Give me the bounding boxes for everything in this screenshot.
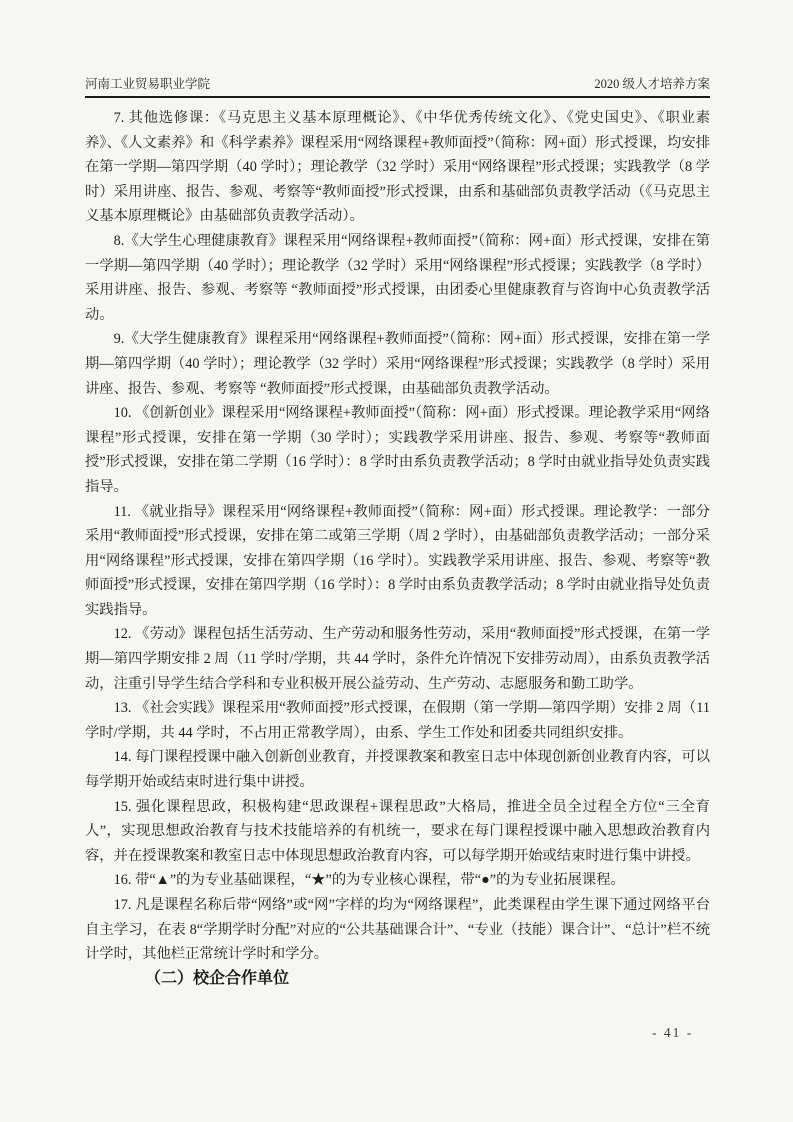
page-number: - 41 - xyxy=(652,1025,694,1040)
paragraph-12: 12. 《劳动》课程包括生活劳动、生产劳动和服务性劳动，采用“教师面授”形式授课，在第一学期—第四学期安排 2 周（11 学时/学期，共 44 学时，条件允许情况下安排劳动周），由系负责教学活动，注重引导学生结合学科和专业积极开展公益劳动、生产劳动、志愿服务和勤工助学。 xyxy=(85,626,710,692)
paragraph-9: 9.《大学生健康教育》课程采用“网络课程+教师面授”（简称：网+面）形式授课，安排在第一学期—第四学期（40 学时）；理论教学（32 学时）采用“网络课程”形式授课；实践教学（8 学时）采用讲座、报告、参观、考察等 “教师面授”形式授课，由基础部负责教学活动。 xyxy=(85,331,710,397)
paragraph-15: 15. 强化课程思政，积极构建“思政课程+课程思政”大格局，推进全员全过程全方位“三全育人”，实现思想政治教育与技术技能培养的有机统一，要求在每门课程授课中融入思想政治教育内容，并在授课教案和教室日志中体现思想政治教育内容，可以每学期开始或结束时进行集中讲授。 xyxy=(85,798,710,864)
paragraph-8: 8.《大学生心理健康教育》课程采用“网络课程+教师面授”（简称：网+面）形式授课，安排在第一学期—第四学期（40 学时）；理论教学（32 学时）采用“网络课程”形式授课；实践教学（8 学时）采用讲座、报告、参观、考察等 “教师面授”形式授课，由团委心里健康教育与咨询中心负责教学活动。 xyxy=(85,232,710,323)
paragraph-17: 17. 凡是课程名称后带“网络”或“网”字样的均为“网络课程”，此类课程由学生课下通过网络平台自主学习，在表 8“学期学时分配”对应的“公共基础课合计”、“专业（技能）课合计”、“总计”栏不统计学时，其他栏正常统计学时和学分。 xyxy=(85,897,710,963)
paragraph-11: 11. 《就业指导》课程采用“网络课程+教师面授”（简称：网+面）形式授课。理论教学：一部分采用“教师面授”形式授课，安排在第二或第三学期（周 2 学时），由基础部负责教学活动；一部分采用“网络课程”形式授课，安排在第四学期（16 学时）。实践教学采用讲座、报告、参观、考察等“教师面授”形式授课，安排在第四学期（16 学时）：8 学时由系负责教学活动；8 学时由就业指导处负责实践指导。 xyxy=(85,503,710,618)
page-header xyxy=(85,74,710,98)
paragraph-13: 13. 《社会实践》课程采用“教师面授”形式授课，在假期（第一学期—第四学期）安排 2 周（11 学时/学期，共 44 学时，不占用正常教学周），由系、学生工作处和团委共同组织安排。 xyxy=(85,700,710,741)
header-school-name: 河南工业贸易职业学院 xyxy=(85,77,211,91)
paragraph-7: 7. 其他选修课：《马克思主义基本原理概论》、《中华优秀传统文化》、《党史国史》、《职业素养》、《人文素养》和《科学素养》课程采用“网络课程+教师面授”（简称：网+面）形式授课，均安排在第一学期—第四学期（40 学时）；理论教学（32 学时）采用“网络课程”形式授课；实践教学（8 学时）采用讲座、报告、参观、考察等“教师面授”形式授课，由系和基础部负责教学活动（《马克思主义基本原理概论》由基础部负责教学活动）。 xyxy=(85,110,710,225)
paragraph-10: 10. 《创新创业》课程采用“网络课程+教师面授”（简称：网+面）形式授课。理论教学采用“网络课程”形式授课，安排在第一学期（30 学时）；实践教学采用讲座、报告、参观、考察等“教师面授”形式授课，安排在第二学期（16 学时）：8 学时由系负责教学活动；8 学时由就业指导处负责实践指导。 xyxy=(85,405,710,495)
document-body xyxy=(85,106,710,991)
section-heading: （二）校企合作单位 xyxy=(145,969,290,987)
header-doc-title: 2020 级人才培养方案 xyxy=(594,77,710,91)
paragraph-14: 14. 每门课程授课中融入创新创业教育，并授课教案和教室日志中体现创新创业教育内容，可以每学期开始或结束时进行集中讲授。 xyxy=(85,749,710,791)
paragraph-16: 16. 带“▲”的为专业基础课程，“★”的为专业核心课程，带“●”的为专业拓展课程。 xyxy=(113,872,625,889)
